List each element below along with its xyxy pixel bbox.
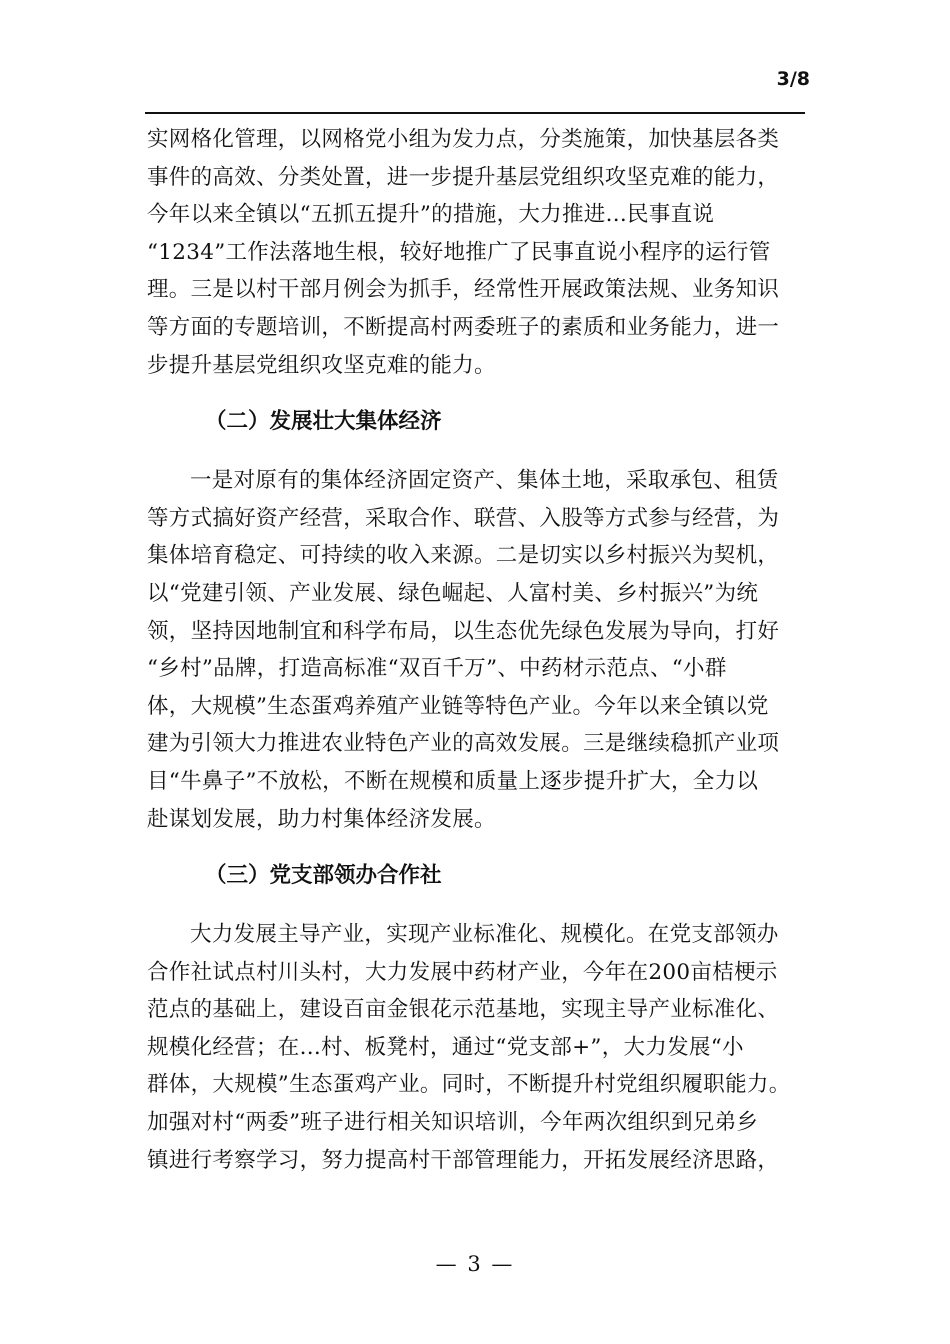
text-line: 建为引领大力推进农业特色产业的高效发展。三是继续稳抓产业项: [147, 731, 780, 757]
section-heading: （三）党支部领办合作社: [205, 863, 442, 889]
text-line: 以“党建引领、产业发展、绿色崛起、人富村美、乡村振兴”为统: [147, 580, 759, 606]
text-line: 理。三是以村干部月例会为抓手，经常性开展政策法规、业务知识: [147, 277, 780, 303]
page-number: — 3 —: [435, 1252, 515, 1276]
page-counter: 3/8: [776, 68, 810, 90]
text-line: 领，坚持因地制宜和科学布局，以生态优先绿色发展为导向，打好: [147, 618, 780, 644]
text-line: 等方式搞好资产经营，采取合作、联营、入股等方式参与经营，为: [147, 505, 780, 531]
text-line: 步提升基层党组织攻坚克难的能力。: [147, 352, 496, 378]
header-rule: [145, 112, 805, 114]
paragraph-cooperative: [147, 916, 807, 1179]
paragraph-continued: [147, 121, 807, 384]
text-line: 集体培育稳定、可持续的收入来源。二是切实以乡村振兴为契机，: [147, 543, 780, 569]
text-line: 体，大规模”生态蛋鸡养殖产业链等特色产业。今年以来全镇以党: [147, 693, 769, 719]
text-line: 合作社试点村川头村，大力发展中药材产业，今年在200亩桔梗示: [147, 959, 778, 985]
text-line: 范点的基础上，建设百亩金银花示范基地，实现主导产业标准化、: [147, 997, 780, 1023]
text-line: 一是对原有的集体经济固定资产、集体土地，采取承包、租赁: [190, 468, 779, 494]
text-line: 今年以来全镇以“五抓五提升”的措施，大力推进...民事直说: [147, 202, 715, 228]
text-line: 镇进行考察学习，努力提高村干部管理能力，开拓发展经济思路，: [147, 1147, 780, 1173]
text-line: 大力发展主导产业，实现产业标准化、规模化。在党支部领办: [190, 922, 779, 948]
text-line: 群体，大规模”生态蛋鸡产业。同时，不断提升村党组织履职能力。: [147, 1072, 791, 1098]
text-line: 等方面的专题培训，不断提高村两委班子的素质和业务能力，进一: [147, 314, 780, 340]
text-line: “1234”工作法落地生根，较好地推广了民事直说小程序的运行管: [147, 239, 771, 265]
paragraph-collective-economy: [147, 462, 807, 838]
section-heading: （二）发展壮大集体经济: [205, 409, 442, 435]
text-line: 事件的高效、分类处置，进一步提升基层党组织攻坚克难的能力，: [147, 164, 780, 190]
text-line: 加强对村“两委”班子进行相关知识培训，今年两次组织到兄弟乡: [147, 1110, 759, 1136]
text-line: 目“牛鼻子”不放松，不断在规模和质量上逐步提升扩大，全力以: [147, 768, 759, 794]
text-line: “乡村”品牌，打造高标准“双百千万”、中药材示范点、“小群: [147, 656, 727, 682]
text-line: 赴谋划发展，助力村集体经济发展。: [147, 806, 496, 832]
text-line: 实网格化管理，以网格党小组为发力点，分类施策，加快基层各类: [147, 127, 780, 152]
document-body: [147, 121, 807, 1179]
text-line: 规模化经营；在...村、板凳村，通过“党支部+”，大力发展“小: [147, 1034, 744, 1060]
